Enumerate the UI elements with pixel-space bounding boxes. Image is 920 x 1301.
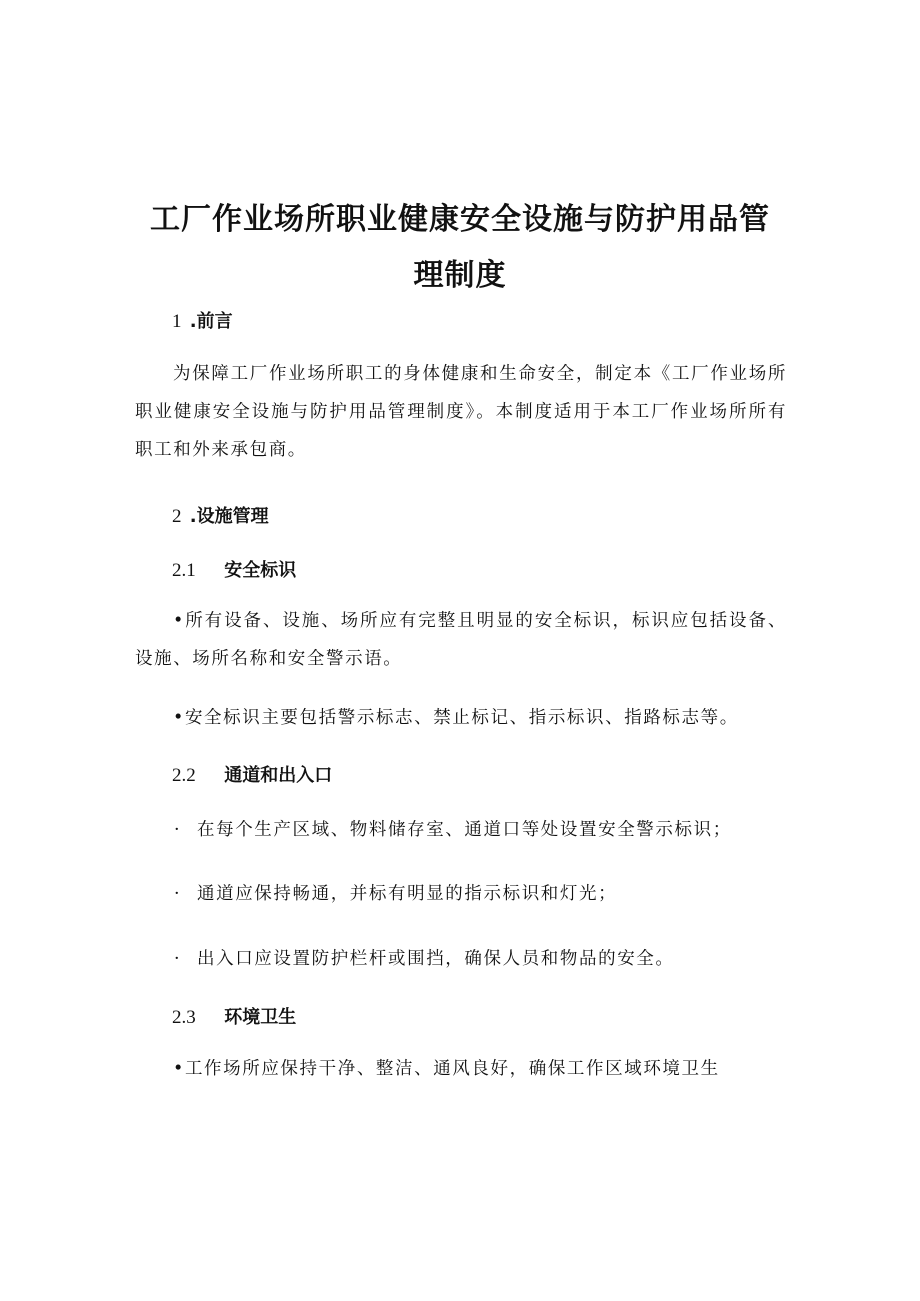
section-heading-facility-management (172, 505, 269, 529)
section-heading-foreword (172, 310, 233, 334)
subsection-number: 2.3 (172, 1007, 196, 1028)
bullet-symbol: • (173, 708, 185, 728)
bullet-paragraph (135, 1050, 787, 1088)
subsection-number: 2.2 (172, 765, 196, 786)
list-item (174, 818, 732, 842)
bullet-symbol: • (173, 1059, 185, 1079)
item-text: 通道应保持畅通，并标有明显的指示标识和灯光； (197, 884, 618, 904)
list-item (174, 947, 675, 971)
subsection-heading-hygiene (172, 1006, 296, 1030)
subsection-title: 通道和出入口 (224, 765, 333, 786)
item-symbol: · (174, 949, 182, 969)
section-title: .前言 (189, 311, 233, 332)
item-symbol: · (174, 820, 182, 840)
section-number: 2 (172, 506, 182, 527)
section-title: .设施管理 (189, 506, 269, 527)
list-item (174, 882, 617, 906)
section-number: 1 (172, 311, 182, 332)
document-title: 工厂作业场所职业健康安全设施与防护用品管理制度 (150, 202, 770, 293)
subsection-heading-passages (172, 764, 332, 788)
foreword-paragraph: 为保障工厂作业场所职工的身体健康和生命安全，制定本《工厂作业场所职业健康安全设施与防护用品管理制度》。本制度适用于本工厂作业场所所有职工和外来承包商。 (135, 364, 787, 460)
subsection-number: 2.1 (172, 560, 196, 581)
item-symbol: · (174, 884, 182, 904)
bullet-text: 工作场所应保持干净、整洁、通风良好，确保工作区域环境卫生 (184, 1059, 720, 1079)
bullet-symbol: • (173, 611, 185, 631)
subsection-heading-safety-signs (172, 559, 296, 583)
item-text: 出入口应设置防护栏杆或围挡，确保人员和物品的安全。 (197, 949, 675, 969)
bullet-text: 安全标识主要包括警示标志、禁止标记、指示标识、指路标志等。 (184, 708, 739, 728)
item-text: 在每个生产区域、物料储存室、通道口等处设置安全警示标识； (197, 820, 732, 840)
subsection-title: 环境卫生 (224, 1007, 297, 1028)
bullet-text: 所有设备、设施、场所应有完整且明显的安全标识，标识应包括设备、设施、场所名称和安全警示语。 (135, 611, 787, 669)
bullet-paragraph (135, 699, 787, 737)
subsection-title: 安全标识 (224, 560, 297, 581)
bullet-paragraph (135, 602, 787, 678)
